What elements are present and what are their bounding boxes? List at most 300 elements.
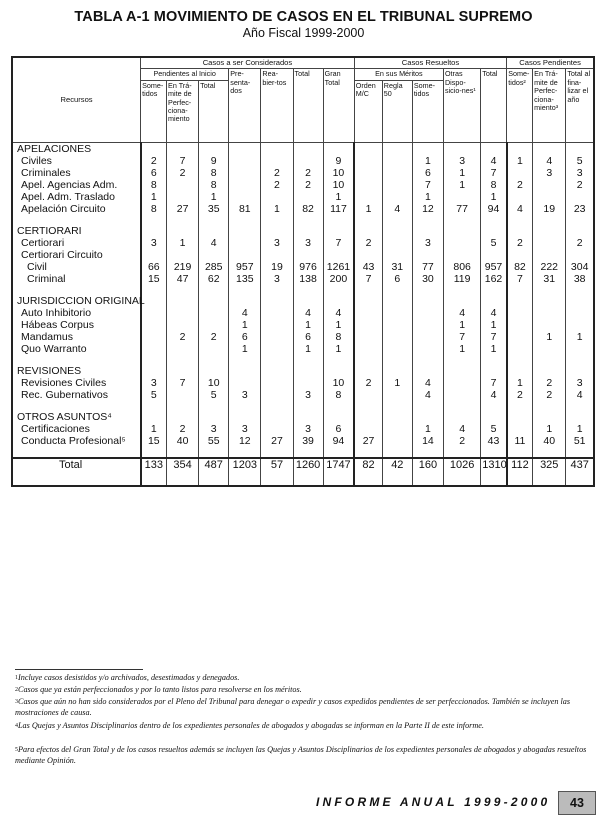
table-cell — [323, 285, 354, 295]
table-cell — [261, 307, 293, 319]
table-cell: 4 — [382, 203, 412, 215]
table-cell — [382, 435, 412, 447]
footnote — [15, 673, 600, 684]
table-cell — [481, 365, 507, 377]
table-cell: 2 — [443, 435, 480, 447]
table-cell: 7 — [167, 155, 199, 167]
table-cell: 1 — [199, 191, 229, 203]
footnote — [15, 721, 600, 732]
table-cell — [382, 142, 412, 155]
table-cell — [167, 343, 199, 355]
table-cell: 2 — [261, 167, 293, 179]
table-cell: 487 — [199, 458, 229, 486]
table-cell: 66 — [141, 261, 167, 273]
row-label: Hábeas Corpus — [21, 318, 94, 331]
table-cell — [533, 401, 566, 411]
table-cell — [167, 191, 199, 203]
table-cell: 112 — [507, 458, 533, 486]
table-cell: 1 — [293, 319, 323, 331]
table-cell — [141, 401, 167, 411]
table-cell: 7 — [481, 331, 507, 343]
table-cell — [354, 285, 382, 295]
table-cell — [507, 295, 533, 307]
table-cell — [382, 215, 412, 225]
table-cell: 1 — [533, 331, 566, 343]
table-cell — [566, 215, 594, 225]
table-cell: 51 — [566, 435, 594, 447]
table-cell — [199, 411, 229, 423]
table-cell — [412, 411, 443, 423]
table-cell: 162 — [481, 273, 507, 285]
table-cell — [566, 249, 594, 261]
table-cell — [481, 249, 507, 261]
table-cell — [382, 411, 412, 423]
table-cell: 14 — [412, 435, 443, 447]
table-cell: 1 — [354, 203, 382, 215]
table-cell: 4 — [199, 237, 229, 249]
table-cell: 1 — [323, 343, 354, 355]
table-cell — [199, 249, 229, 261]
table-cell — [293, 377, 323, 389]
table-cell — [382, 237, 412, 249]
table-cell — [141, 225, 167, 237]
table-cell: 3 — [229, 389, 261, 401]
table-cell — [533, 215, 566, 225]
table-row — [12, 435, 594, 447]
table-cell — [229, 447, 261, 458]
table-cell: 82 — [354, 458, 382, 486]
table-cell: 3 — [412, 237, 443, 249]
table-cell: 2 — [354, 237, 382, 249]
row-label: Apel. Agencias Adm. — [21, 178, 118, 191]
table-cell: 4 — [443, 423, 480, 435]
table-cell: 117 — [323, 203, 354, 215]
table-cell — [293, 155, 323, 167]
table-row — [12, 237, 594, 249]
table-subtitle: Año Fiscal 1999-2000 — [242, 26, 365, 40]
table-cell — [354, 423, 382, 435]
table-cell: 10 — [323, 167, 354, 179]
table-cell: 3 — [293, 237, 323, 249]
table-cell — [354, 401, 382, 411]
table-cell — [354, 142, 382, 155]
table-cell — [533, 319, 566, 331]
table-cell: 4 — [481, 389, 507, 401]
table-cell — [382, 389, 412, 401]
row-label: Apel. Adm. Traslado — [21, 190, 115, 203]
table-row — [12, 343, 594, 355]
table-cell: 7 — [481, 377, 507, 389]
table-cell — [481, 447, 507, 458]
table-cell — [533, 179, 566, 191]
table-cell: 285 — [199, 261, 229, 273]
table-cell: 31 — [382, 261, 412, 273]
table-cell: 1310 — [481, 458, 507, 486]
col-en-tramite: En Trá-mite de Perfec-ciona-miento — [167, 80, 199, 142]
table-cell: 2 — [167, 331, 199, 343]
table-cell: 133 — [141, 458, 167, 486]
col-presentados: Pre-senta-dos — [229, 69, 261, 142]
table-cell: 437 — [566, 458, 594, 486]
table-cell — [229, 411, 261, 423]
table-cell — [566, 411, 594, 423]
table-cell — [354, 319, 382, 331]
table-cell: 82 — [507, 261, 533, 273]
table-cell — [412, 225, 443, 237]
table-cell — [412, 365, 443, 377]
table-cell — [382, 365, 412, 377]
table-cell: 3 — [141, 237, 167, 249]
table-cell: 4 — [323, 307, 354, 319]
table-cell: 38 — [566, 273, 594, 285]
table-cell — [293, 365, 323, 377]
table-cell — [167, 319, 199, 331]
table-cell — [566, 307, 594, 319]
table-cell — [443, 295, 480, 307]
table-cell: 4 — [481, 155, 507, 167]
table-cell — [354, 215, 382, 225]
table-cell — [533, 295, 566, 307]
table-cell: 1 — [323, 191, 354, 203]
table-cell — [382, 191, 412, 203]
table-cell — [354, 155, 382, 167]
table-cell: 82 — [293, 203, 323, 215]
table-cell — [199, 285, 229, 295]
footnote — [15, 745, 600, 766]
table-cell: 6 — [141, 167, 167, 179]
table-cell: 55 — [199, 435, 229, 447]
table-cell — [141, 331, 167, 343]
table-cell: 1 — [481, 319, 507, 331]
table-cell — [323, 365, 354, 377]
row-label: JURISDICCION ORIGINAL — [17, 294, 145, 307]
table-cell — [261, 225, 293, 237]
table-cell: 1 — [141, 423, 167, 435]
table-cell: 119 — [443, 273, 480, 285]
table-cell: 222 — [533, 261, 566, 273]
table-cell — [354, 225, 382, 237]
row-label — [12, 447, 141, 458]
table-cell: 27 — [167, 203, 199, 215]
table-cell — [382, 179, 412, 191]
table-cell — [507, 249, 533, 261]
table-cell — [167, 142, 199, 155]
table-cell — [443, 355, 480, 365]
table-cell: 5 — [566, 155, 594, 167]
table-cell: 2 — [507, 237, 533, 249]
table-cell — [533, 447, 566, 458]
table-cell: 7 — [443, 331, 480, 343]
table-cell: 7 — [354, 273, 382, 285]
table-cell — [229, 215, 261, 225]
table-cell: 4 — [229, 307, 261, 319]
table-cell: 30 — [412, 273, 443, 285]
table-cell — [533, 191, 566, 203]
table-cell — [382, 155, 412, 167]
table-cell: 2 — [507, 179, 533, 191]
table-cell: 3 — [566, 377, 594, 389]
table-cell — [293, 215, 323, 225]
table-cell: 6 — [229, 331, 261, 343]
table-cell — [382, 285, 412, 295]
table-cell: 4 — [412, 377, 443, 389]
table-cell — [354, 355, 382, 365]
table-cell — [229, 295, 261, 307]
table-cell — [199, 307, 229, 319]
table-cell — [566, 295, 594, 307]
table-cell: 2 — [261, 179, 293, 191]
table-cell — [412, 215, 443, 225]
row-label: REVISIONES — [17, 364, 82, 377]
table-cell: 957 — [229, 261, 261, 273]
table-cell — [323, 225, 354, 237]
spacer-row — [12, 401, 594, 411]
table-cell — [566, 355, 594, 365]
table-cell: 5 — [481, 237, 507, 249]
table-cell: 3 — [566, 167, 594, 179]
table-cell — [354, 389, 382, 401]
table-row — [12, 389, 594, 401]
table-cell: 2 — [533, 389, 566, 401]
col-gran-total: Gran Total — [323, 69, 354, 142]
table-cell — [323, 295, 354, 307]
table-cell — [382, 355, 412, 365]
table-cell: 35 — [199, 203, 229, 215]
table-cell: 7 — [323, 237, 354, 249]
table-cell — [293, 249, 323, 261]
table-cell: 81 — [229, 203, 261, 215]
table-cell — [141, 411, 167, 423]
table-cell: 43 — [481, 435, 507, 447]
table-cell — [229, 155, 261, 167]
row-label: APELACIONES — [17, 142, 92, 155]
table-cell: 4 — [481, 307, 507, 319]
table-cell: 42 — [382, 458, 412, 486]
table-row — [12, 225, 594, 237]
table-cell — [261, 295, 293, 307]
table-cell — [354, 365, 382, 377]
table-cell — [261, 249, 293, 261]
table-cell — [382, 423, 412, 435]
table-cell — [533, 249, 566, 261]
table-cell — [323, 249, 354, 261]
table-cell — [261, 423, 293, 435]
table-cell — [382, 167, 412, 179]
table-cell: 3 — [533, 167, 566, 179]
row-label: Mandamus — [21, 330, 73, 343]
table-cell — [443, 215, 480, 225]
table-cell: 47 — [167, 273, 199, 285]
table-cell: 31 — [533, 273, 566, 285]
table-cell — [382, 307, 412, 319]
table-cell — [167, 249, 199, 261]
table-cell — [261, 377, 293, 389]
table-cell: 7 — [481, 167, 507, 179]
table-cell — [293, 355, 323, 365]
table-cell — [261, 285, 293, 295]
table-cell: 1 — [566, 423, 594, 435]
table-cell — [261, 215, 293, 225]
table-cell — [229, 285, 261, 295]
table-cell — [382, 249, 412, 261]
row-label — [12, 285, 141, 295]
table-cell: 77 — [412, 261, 443, 273]
footnote-divider — [15, 669, 143, 670]
table-cell — [443, 447, 480, 458]
table-cell: 304 — [566, 261, 594, 273]
table-cell: 4 — [507, 203, 533, 215]
table-cell — [443, 365, 480, 377]
table-cell: 94 — [481, 203, 507, 215]
table-cell: 39 — [293, 435, 323, 447]
table-cell — [382, 343, 412, 355]
col-pend-sometidos: Some-tidos² — [507, 69, 533, 142]
row-label: Certiorari Circuito — [21, 248, 103, 261]
table-cell: 1 — [481, 191, 507, 203]
table-cell — [566, 285, 594, 295]
table-cell — [533, 285, 566, 295]
table-row — [12, 423, 594, 435]
col-total-resueltos: Total — [481, 69, 507, 142]
table-cell — [481, 355, 507, 365]
table-cell — [261, 355, 293, 365]
table-cell — [507, 319, 533, 331]
table-cell: 1747 — [323, 458, 354, 486]
table-cell — [229, 377, 261, 389]
table-cell — [412, 355, 443, 365]
table-cell — [141, 285, 167, 295]
row-label: Conducta Profesional⁵ — [21, 434, 126, 447]
table-cell — [167, 401, 199, 411]
row-label: OTROS ASUNTOS⁴ — [17, 410, 112, 423]
table-cell — [354, 331, 382, 343]
table-cell — [167, 307, 199, 319]
table-cell: 1 — [443, 167, 480, 179]
row-label — [12, 401, 141, 411]
table-row — [12, 307, 594, 319]
table-cell — [167, 365, 199, 377]
table-cell — [229, 142, 261, 155]
table-cell — [293, 142, 323, 155]
table-cell — [533, 237, 566, 249]
table-cell — [167, 447, 199, 458]
table-cell — [507, 142, 533, 155]
table-cell — [141, 447, 167, 458]
report-footer: INFORME ANUAL 1999-2000 — [316, 795, 551, 809]
table-cell: 6 — [323, 423, 354, 435]
table-cell — [229, 179, 261, 191]
table-cell: 3 — [293, 423, 323, 435]
table-cell: 957 — [481, 261, 507, 273]
table-cell — [566, 191, 594, 203]
table-cell — [507, 191, 533, 203]
table-cell — [199, 401, 229, 411]
footnote-number: 1 — [15, 675, 18, 681]
table-cell — [261, 319, 293, 331]
table-cell: 7 — [167, 377, 199, 389]
table-cell — [412, 401, 443, 411]
table-cell — [382, 331, 412, 343]
table-cell — [261, 331, 293, 343]
table-cell — [507, 355, 533, 365]
table-cell — [481, 285, 507, 295]
table-row — [12, 295, 594, 307]
footnote-number: 2 — [15, 687, 18, 693]
table-cell — [566, 401, 594, 411]
table-cell — [199, 295, 229, 307]
table-cell — [412, 307, 443, 319]
table-cell — [507, 331, 533, 343]
table-row — [12, 179, 594, 191]
footnote-number: 4 — [15, 723, 18, 729]
table-cell: 135 — [229, 273, 261, 285]
table-cell — [507, 225, 533, 237]
col-pend-tramite: En Trá-mite de Perfec-ciona-miento³ — [533, 69, 566, 142]
table-cell — [141, 215, 167, 225]
table-cell — [533, 355, 566, 365]
header-resueltos: Casos Resueltos — [354, 57, 506, 69]
table-cell — [481, 401, 507, 411]
table-cell: 138 — [293, 273, 323, 285]
table-cell — [533, 411, 566, 423]
table-cell: 40 — [533, 435, 566, 447]
table-cell: 5 — [199, 389, 229, 401]
table-cell: 1 — [323, 319, 354, 331]
table-cell — [533, 142, 566, 155]
table-cell: 4 — [293, 307, 323, 319]
row-label: Certiorari — [21, 236, 65, 249]
table-cell: 3 — [261, 237, 293, 249]
row-label — [12, 215, 141, 225]
table-cell — [293, 447, 323, 458]
total-label: Total — [12, 458, 141, 486]
table-cell: 2 — [507, 389, 533, 401]
table-cell: 27 — [354, 435, 382, 447]
table-cell — [167, 215, 199, 225]
table-cell — [443, 389, 480, 401]
footnote-text: Casos que aún no han sido considerados por el Pleno del Tribunal para denegar o expedir y casos expedidos pendientes de ser perfeccionados. También se incluyen las mostraciones de causa. — [15, 697, 571, 717]
table-cell: 6 — [382, 273, 412, 285]
page-number: 43 — [558, 791, 596, 815]
table-row — [12, 377, 594, 389]
row-label — [12, 355, 141, 365]
table-cell — [354, 307, 382, 319]
table-cell: 15 — [141, 273, 167, 285]
col-sometidos: Some-tidos — [141, 80, 167, 142]
table-cell — [293, 411, 323, 423]
table-row — [12, 142, 594, 155]
table-cell — [323, 142, 354, 155]
table-cell: 354 — [167, 458, 199, 486]
table-cell — [141, 343, 167, 355]
table-row — [12, 191, 594, 203]
table-cell — [167, 285, 199, 295]
col-res-sometidos: Some-tidos — [412, 80, 443, 142]
table-cell: 1 — [443, 343, 480, 355]
spacer-row — [12, 285, 594, 295]
table-cell — [507, 307, 533, 319]
table-cell — [199, 447, 229, 458]
table-cell — [261, 447, 293, 458]
table-cell — [141, 355, 167, 365]
table-cell — [412, 319, 443, 331]
table-cell — [507, 447, 533, 458]
table-cell: 1 — [443, 179, 480, 191]
table-cell: 3 — [261, 273, 293, 285]
row-label: CERTIORARI — [17, 224, 82, 237]
row-label: Rec. Gubernativos — [21, 388, 108, 401]
table-cell: 4 — [566, 389, 594, 401]
